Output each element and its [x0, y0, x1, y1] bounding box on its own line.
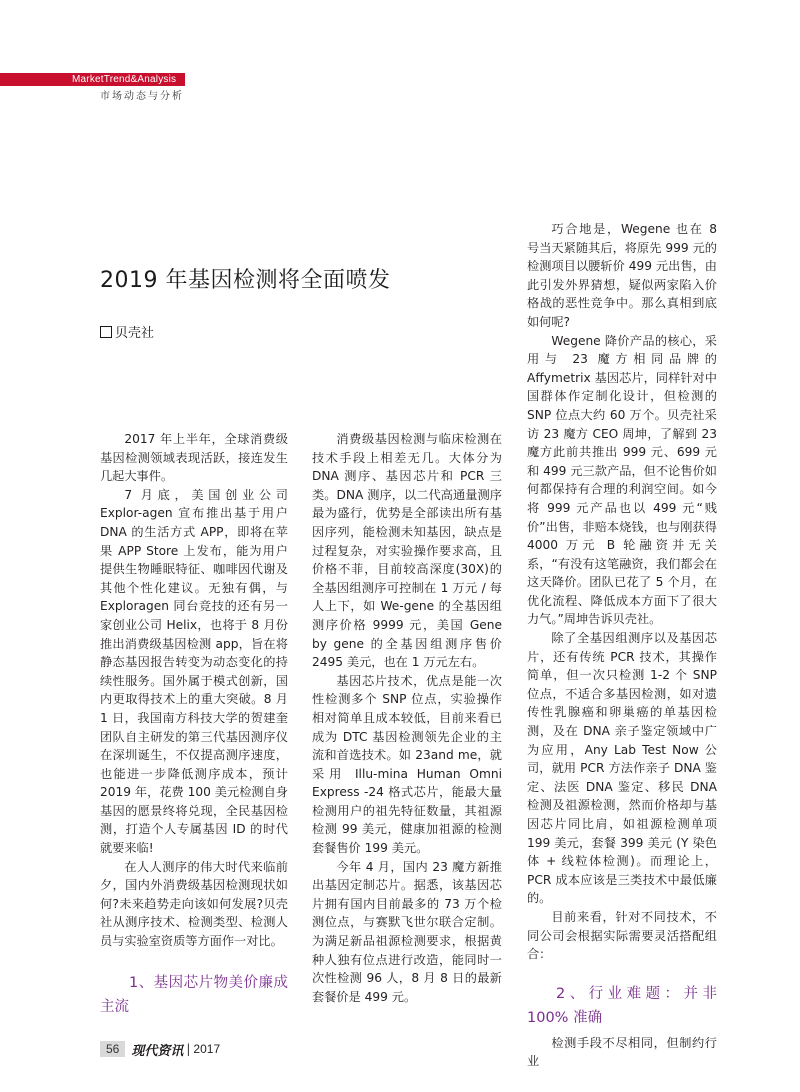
footer-year: 2017: [193, 1042, 221, 1056]
author-byline: [100, 322, 154, 341]
column-2: [312, 430, 502, 1006]
page-footer: [100, 1040, 220, 1058]
column-1: [100, 430, 288, 1019]
column-3: [527, 220, 717, 1071]
magazine-name: 现代资讯: [131, 1043, 184, 1059]
section-label-cn: 市场动态与分析: [100, 91, 184, 102]
paragraph: 检测手段不尽相同，但制约行业: [527, 1035, 717, 1069]
footer-separator: |: [186, 1042, 191, 1056]
article-title: 2019 年基因检测将全面喷发: [100, 267, 391, 293]
paragraph: 巧合地是，Wegene 也在 8 号当天紧随其后，将原先 999 元的检测项目以腰斩价 499 元出售，由此引发外界猜想，疑似两家陷入价格战的恶性竞争中。那么真相到底如何呢?: [527, 222, 717, 329]
paragraph: 基因芯片技术，优点是能一次性检测多个 SNP 位点，实验操作相对简单且成本较低，目前来看已成为 DTC 基因检测领先企业的主流和首选技术。如 23and me，就采用 Illu-mina Human Omni Express -24 格式芯片，能最大量检测用户的祖先特征数量，其祖源检测 99 美元，健康加祖源的检测套餐售价 199 美元。: [312, 673, 502, 856]
paragraph: 2017 年上半年，全球消费级基因检测领域表现活跃，接连发生几起大事件。: [100, 432, 288, 484]
byline-box-icon: [100, 326, 112, 338]
author-name: 贝壳社: [115, 326, 155, 341]
paragraph: 除了全基因组测序以及基因芯片，还有传统 PCR 技术，其操作简单，但一次只检测 1-2 个 SNP 位点，不适合多基因检测，如对遗传性乳腺癌和卵巢癌的单基因检测，及在 DNA 亲子鉴定领域中广为应用，Any Lab Test Now 公司，就用 PCR 方法作亲子 DNA 鉴定、法医 DNA 鉴定、移民 DNA 检测及祖源检测，然而价格却与基因芯片同比肩，如祖源检测单项 199 美元，套餐 399 美元 (Y 染色体 + 线粒体检测)。而理论上，PCR 成本应该是三类技术中最低廉的。: [527, 631, 717, 906]
paragraph: 在人人测序的伟大时代来临前夕，国内外消费级基因检测现状如何?未来趋势走向该如何发展?贝壳社从测序技术、检测类型、检测人员与实验室资质等方面作一对比。: [100, 859, 288, 949]
subheading: 2、行业难题：并非 100% 准确: [527, 985, 717, 1026]
paragraph: 目前来看，针对不同技术，不同公司会根据实际需要灵活搭配组合：: [527, 909, 717, 962]
paragraph: 今年 4 月，国内 23 魔方新推出基因定制芯片。据悉，该基因芯片拥有国内目前最多的 73 万个检测位点，与赛默飞世尔联合定制。为满足新品祖源检测要求，根据黄种人独有位点进行改造，能同时一次性检测 96 人，8 月 8 日的最新套餐价是 499 元。: [312, 859, 502, 1004]
subheading: 1、基因芯片物美价廉成主流: [100, 974, 288, 1015]
paragraph: 消费级基因检测与临床检测在技术手段上相差无几。大体分为 DNA 测序、基因芯片和 PCR 三类。DNA 测序，以二代高通量测序最为盛行，优势是全部读出所有基因序列，能检测未知基因，缺点是过程复杂，对实验操作要求高，且价格不菲，目前较高深度(30X)的全基因组测序可控制在 1 万元 / 每人上下，如 We-gene 的全基因组测序价格 9999 元，美国 Gene by gene 的全基因组测序售价 2495 美元，也在 1 万元左右。: [312, 432, 502, 670]
paragraph: Wegene 降价产品的核心，采用与 23 魔方相同品牌的 Affymetrix 基因芯片，同样针对中国群体作定制化设计，但检测的 SNP 位点大约 60 万个。贝壳社采访 23 魔方 CEO 周坤，了解到 23 魔方此前共推出 999 元、699 元和 499 元三款产品，但不论售价如何都保持有合理的利润空间。如今将 999 元产品也以 499 元“贱价”出售，非赔本烧钱，也与刚获得 4000 万元 B 轮融资并无关系，“有没有这笔融资，我们都会在这天降价。团队已花了 5 个月，在优化流程、降低成本方面下了很大力气。”周坤告诉贝壳社。: [527, 333, 717, 627]
page-number: 56: [100, 1041, 125, 1057]
section-label-en: MarketTrend&Analysis: [72, 74, 177, 85]
paragraph: 7 月底，美国创业公司 Explor-agen 宣布推出基于用户 DNA 的生活方式 APP，即将在苹果 APP Store 上发布，能为用户提供生物睡眠特征、咖啡因代谢及其他个性化建议。无独有偶，与 Exploragen 同台竞技的还有另一家创业公司 Helix，也将于 8 月份推出消费级基因检测 app，旨在将静态基因报告转变为动态变化的持续性服务。国外属于模式创新，国内更取得技术上的重大突破。8 月 1 日，我国南方科技大学的贺建奎团队自主研发的第三代基因测序仪在深圳诞生，不仅提高测序速度，也能进一步降低测序成本，预计 2019 年，花费 100 美元检测自身基因的愿景终将兑现，全民基因检测，打造个人专属基因 ID 的时代就要来临!: [100, 487, 288, 856]
